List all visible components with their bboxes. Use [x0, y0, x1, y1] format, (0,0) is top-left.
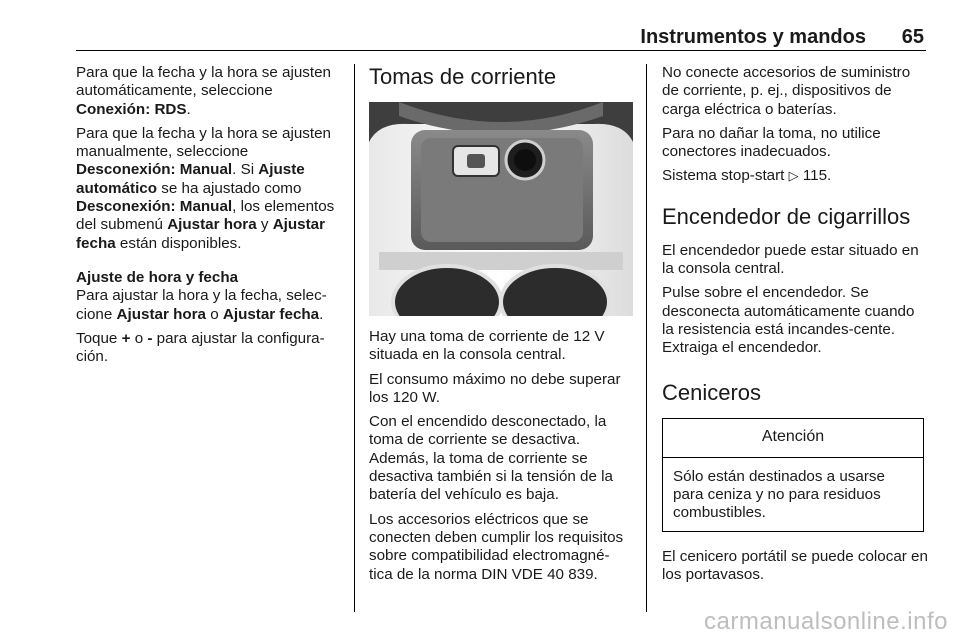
paragraph: El encendedor puede estar situado en la consola central.	[662, 241, 919, 278]
column-right	[662, 64, 928, 590]
section-title-ashtrays: Ceniceros	[662, 379, 762, 405]
page-reference-arrow-icon: ▷	[788, 168, 799, 184]
column-divider	[354, 64, 355, 612]
page-number: 65	[901, 26, 924, 48]
menu-term: Conexión: RDS	[76, 100, 187, 118]
power-outlet-photo	[369, 102, 633, 316]
paragraph: Para no dañar la toma, no utilice conectores inadecuados.	[662, 124, 881, 161]
section-title-cigarette-lighter: Encendedor de cigarrillos	[662, 203, 911, 229]
paragraph: Con el encendido desconectado, la toma de corriente se desactiva. Además, la toma de corriente se desactiva también si la tensión de la batería del vehículo es baja.	[369, 413, 613, 504]
paragraph: El cenicero portátil se puede colocar en los portavasos.	[662, 547, 928, 584]
paragraph: Toque + o - para ajustar la configura-ción.	[76, 329, 325, 366]
header-rule	[76, 50, 926, 51]
menu-term: Ajustar hora	[116, 305, 206, 323]
column-left	[76, 64, 346, 372]
paragraph: Para que la fecha y la hora se ajusten manualmente, seleccione Desconexión: Manual. Si Ajuste automático se ha ajustado como Desconexión: Manual, los elementos del submenú Ajustar hora y Ajustar fecha están disponibles.	[76, 124, 335, 252]
minus-key: -	[147, 329, 153, 347]
console-illustration	[369, 102, 633, 316]
paragraph: Pulse sobre el encendedor. Se desconecta automáticamente cuando la resistencia está incandes-cente. Extraiga el encendedor.	[662, 284, 915, 357]
column-divider	[646, 64, 647, 612]
menu-term: Ajustar hora	[167, 216, 257, 234]
menu-term: Desconexión: Manual	[76, 198, 233, 216]
section-title-power-outlets: Tomas de corriente	[369, 64, 557, 89]
watermark: carmanualsonline.info	[704, 608, 948, 635]
column-middle	[369, 64, 633, 590]
plus-key: +	[121, 329, 131, 347]
paragraph: Hay una toma de corriente de 12 V situada en la consola central.	[369, 328, 605, 364]
paragraph: Para ajustar la hora y la fecha, selec-cione Ajustar hora o Ajustar fecha.	[76, 287, 327, 323]
menu-term: Ajustar fecha	[222, 305, 320, 323]
menu-term: Desconexión: Manual	[76, 161, 233, 179]
warning-text: Sólo están destinados a usarse para ceniza y no para residuos combustibles.	[673, 467, 885, 522]
subheading: Ajuste de hora y fecha	[76, 268, 239, 286]
menu-term: Ajustar fecha	[76, 216, 326, 252]
menu-term: Ajuste automático	[76, 161, 305, 197]
header-title: Instrumentos y mandos	[640, 26, 866, 48]
warning-box	[662, 418, 924, 532]
page-reference[interactable]: 115.	[802, 167, 832, 185]
paragraph: Sistema stop-start ▷ 115.	[662, 167, 832, 185]
paragraph: El consumo máximo no debe superar los 120 W.	[369, 370, 621, 406]
paragraph: No conecte accesorios de suministro de corriente, p. ej., dispositivos de carga eléctrica o baterías.	[662, 64, 911, 118]
paragraph: Para que la fecha y la hora se ajusten automáticamente, seleccione Conexión: RDS.	[76, 64, 331, 118]
paragraph: Los accesorios eléctricos que se conecten deben cumplir los requisitos sobre compatibilidad electromagné-tica de la norma DIN VDE 40 839.	[369, 510, 624, 583]
warning-title: Atención	[663, 419, 923, 458]
